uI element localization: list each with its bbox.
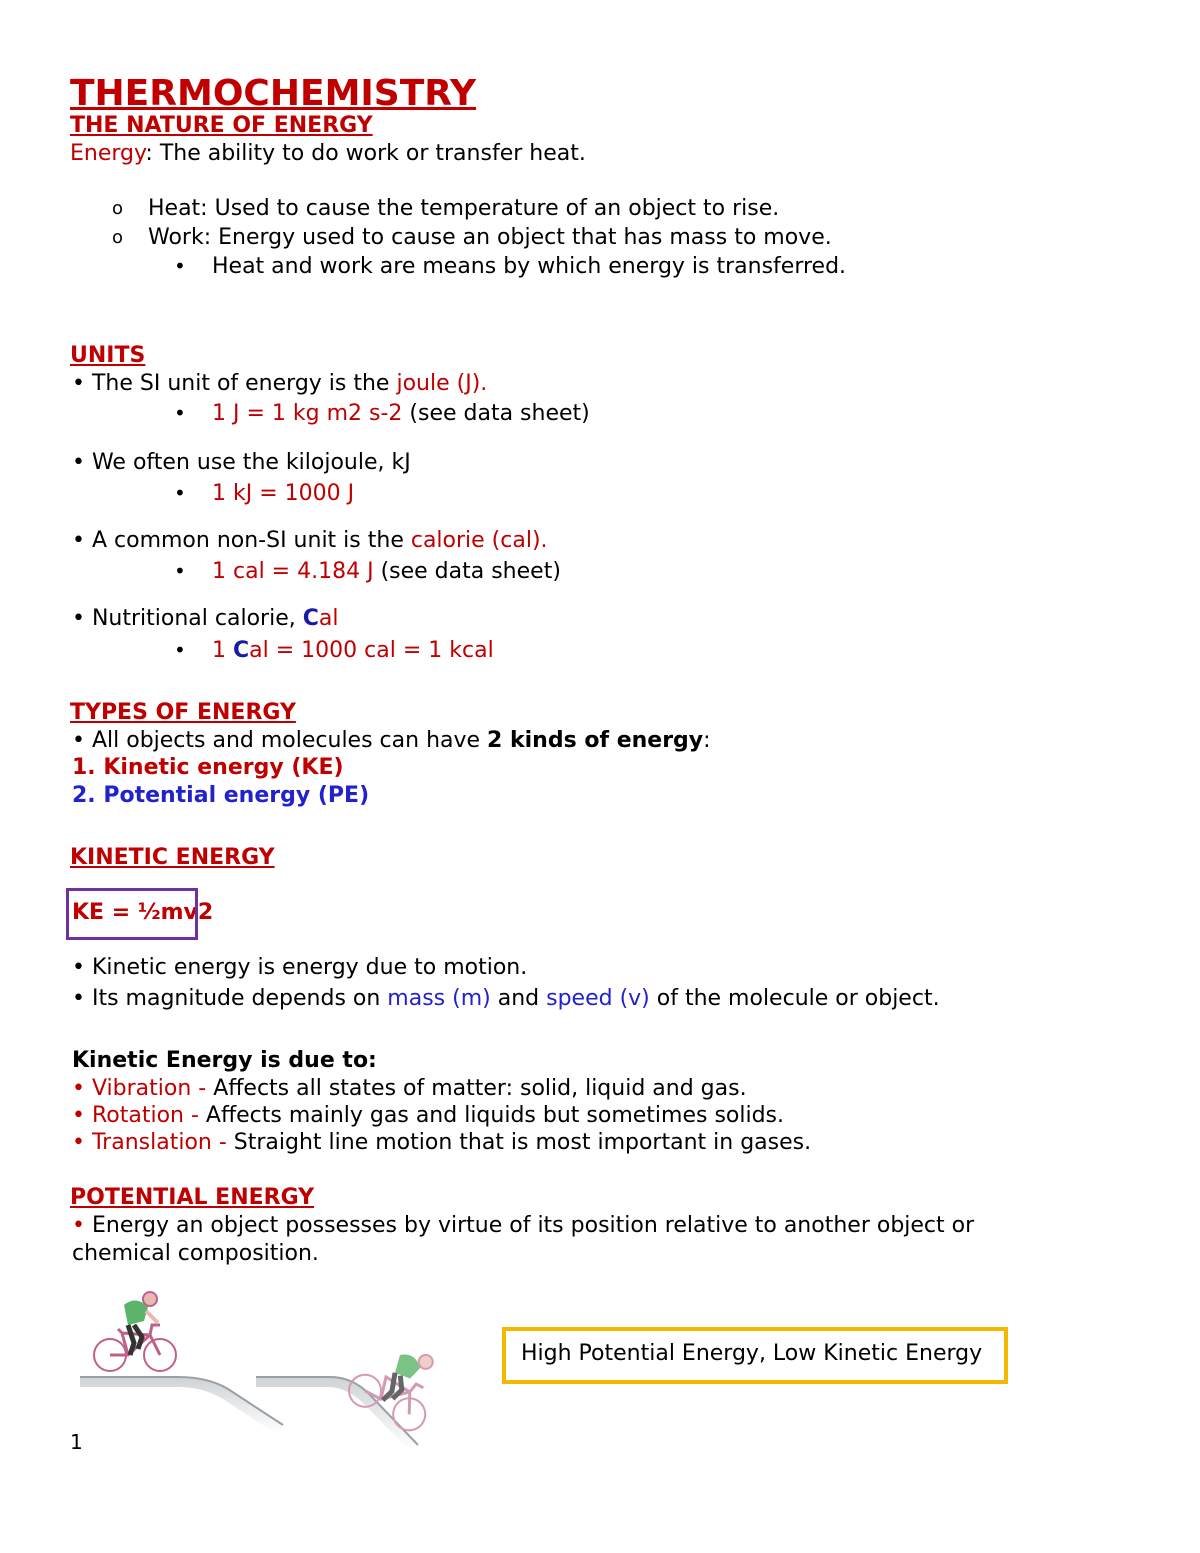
- energy-term: Energy: [70, 141, 146, 166]
- types-prefix: • All objects and molecules can have: [72, 728, 488, 753]
- nutritional-calorie-line: [72, 606, 338, 632]
- joule-equation: [212, 401, 590, 427]
- formula-highlight-box: [66, 888, 198, 940]
- nut-prefix: • Nutritional calorie,: [72, 606, 303, 631]
- section-heading-potential: POTENTIAL ENERGY: [70, 1185, 315, 1210]
- page-title: THERMOCHEMISTRY: [70, 73, 477, 114]
- joule-term: joule (J).: [396, 371, 488, 396]
- cal-prefix: • A common non-SI unit is the: [72, 528, 411, 553]
- circle-bullet-icon: o: [112, 227, 124, 248]
- calorie-term: calorie (cal).: [410, 528, 548, 553]
- page-number: 1: [70, 1430, 83, 1454]
- kinetic-line-2: [72, 986, 940, 1012]
- section-heading-kinetic: KINETIC ENERGY: [70, 845, 275, 870]
- kinetic-due-heading: Kinetic Energy is due to:: [72, 1048, 377, 1073]
- potential-bullet: •: [72, 1213, 85, 1238]
- dot-bullet-icon: •: [174, 401, 186, 425]
- dot-bullet-icon: •: [174, 254, 186, 278]
- and-text: and: [490, 986, 547, 1011]
- caption-text: High Potential Energy, Low Kinetic Energy: [521, 1341, 983, 1366]
- circle-bullet-icon: o: [112, 198, 124, 219]
- si-unit-line: [72, 371, 487, 397]
- cyclist-illustration: [78, 1285, 440, 1453]
- kilojoule-equation: 1 kJ = 1000 J: [212, 481, 355, 506]
- potential-line-1: [72, 1213, 974, 1239]
- mass-term: mass (m): [387, 986, 491, 1011]
- section-heading-types: TYPES OF ENERGY: [70, 700, 296, 725]
- dot-bullet-icon: •: [174, 481, 186, 505]
- dot-bullet-icon: •: [174, 638, 186, 662]
- transfer-note: Heat and work are means by which energy is transferred.: [212, 254, 847, 279]
- rotation-term: • Rotation -: [72, 1103, 206, 1128]
- ke-prefix: • Its magnitude depends on: [72, 986, 388, 1011]
- cal-eq: 1 cal = 4.184 J: [212, 559, 374, 584]
- si-prefix: • The SI unit of energy is the: [72, 371, 397, 396]
- joule-note: (see data sheet): [402, 401, 590, 426]
- energy-definition: [70, 141, 586, 167]
- calorie-equation: [212, 559, 561, 585]
- rotation-item: [72, 1103, 784, 1129]
- kinetic-energy-item: 1. Kinetic energy (KE): [72, 755, 344, 780]
- nut-eq1: 1: [212, 638, 233, 663]
- heat-item: Heat: Used to cause the temperature of an object to rise.: [148, 196, 780, 221]
- potential-line-2: chemical composition.: [72, 1241, 319, 1266]
- cyclist-on-flat: [94, 1292, 176, 1371]
- potential-energy-item: 2. Potential energy (PE): [72, 783, 370, 808]
- work-item: Work: Energy used to cause an object that has mass to move.: [148, 225, 832, 250]
- rotation-text: Affects mainly gas and liquids but sometimes solids.: [205, 1103, 785, 1128]
- nut-c: C: [302, 606, 319, 631]
- types-suffix: :: [703, 728, 711, 753]
- speed-term: speed (v): [546, 986, 650, 1011]
- nut-eq-c: C: [233, 638, 250, 663]
- kilojoule-line: • We often use the kilojoule, kJ: [72, 450, 411, 475]
- types-line: [72, 728, 711, 754]
- potential-text-1: Energy an object possesses by virtue of its position relative to another object or: [84, 1213, 975, 1238]
- vibration-text: Affects all states of matter: solid, liquid and gas.: [213, 1076, 747, 1101]
- vibration-item: [72, 1076, 747, 1102]
- vibration-term: • Vibration -: [72, 1076, 214, 1101]
- section-heading-nature: THE NATURE OF ENERGY: [70, 113, 373, 138]
- calorie-line: [72, 528, 548, 554]
- ke-suffix: of the molecule or object.: [649, 986, 940, 1011]
- nut-rest: al: [318, 606, 339, 631]
- nutritional-equation: [212, 638, 494, 664]
- types-bold: 2 kinds of energy: [487, 728, 704, 753]
- joule-eq: 1 J = 1 kg m2 s-2: [212, 401, 403, 426]
- section-heading-units: UNITS: [70, 343, 146, 368]
- translation-item: [72, 1130, 811, 1156]
- ke-formula: KE = ½mv2: [72, 900, 214, 925]
- kinetic-line-1: • Kinetic energy is energy due to motion.: [72, 955, 528, 980]
- translation-text: Straight line motion that is most important in gases.: [233, 1130, 812, 1155]
- nut-eq2: al = 1000 cal = 1 kcal: [249, 638, 494, 663]
- cal-note: (see data sheet): [380, 559, 561, 584]
- translation-term: • Translation -: [72, 1130, 234, 1155]
- dot-bullet-icon: •: [174, 559, 186, 583]
- energy-def-text: : The ability to do work or transfer heat.: [145, 141, 586, 166]
